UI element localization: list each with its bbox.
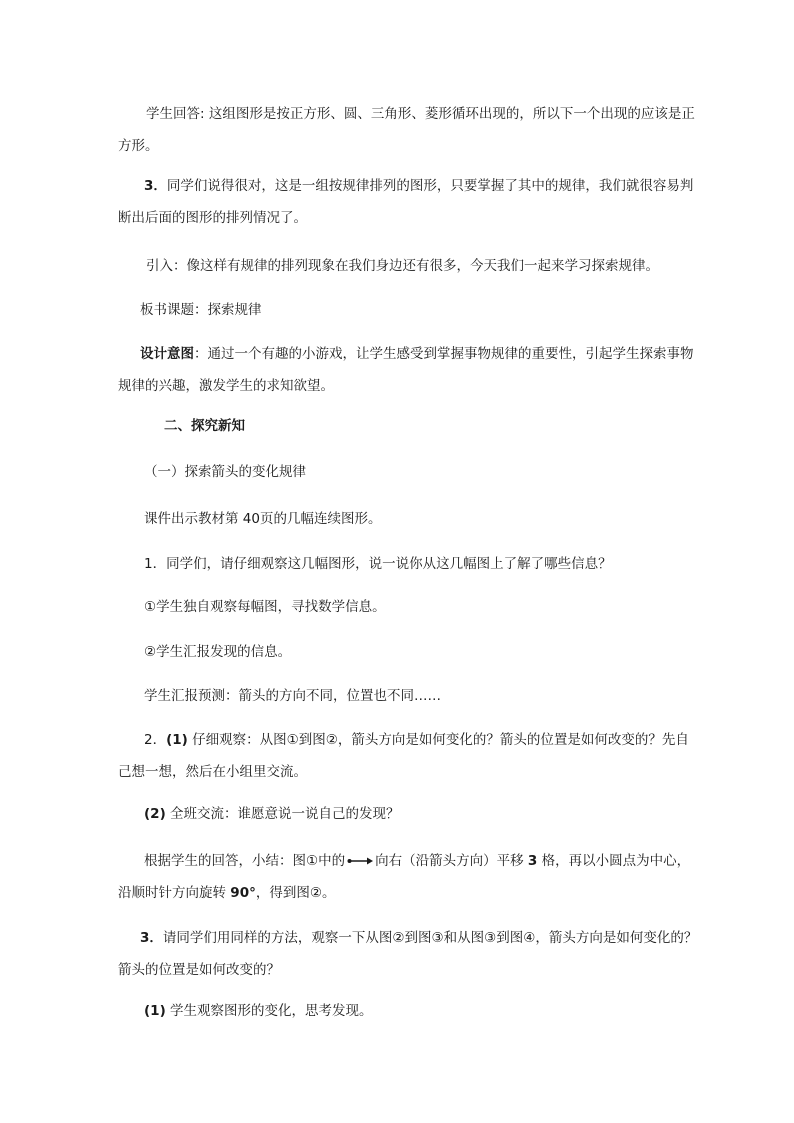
paragraph-question-3 [118, 922, 698, 986]
section-heading-text: 二、探究新知 [164, 418, 245, 434]
sub-item-label: (1) [166, 732, 188, 748]
subsection-heading-text: （一）探索箭头的变化规律 [144, 464, 306, 480]
paragraph-text: 板书课题：探索规律 [140, 302, 262, 318]
paragraph-text: 同学们说得很对，这是一组按规律排列的图形，只要掌握了其中的规律，我们就很容易判断出后面的图形的排列情况了。 [118, 178, 694, 226]
paragraph-text: 根据学生的回答，小结：图①中的 [144, 853, 346, 869]
paragraph-question-2 [118, 724, 698, 788]
paragraph-text: ，得到图②。 [255, 885, 336, 901]
paragraph-design-intent [118, 338, 698, 402]
paragraph-text: ：通过一个有趣的小游戏，让学生感受到掌握事物规律的重要性，引起学生探索事物规律的兴趣，激发学生的求知欲望。 [118, 346, 694, 394]
paragraph-text: 学生汇报预测：箭头的方向不同，位置也不同…… [144, 688, 441, 704]
rotation-angle: 90° [230, 885, 256, 901]
sub-item-label: (1) [144, 1003, 166, 1019]
paragraph-question-1 [118, 548, 698, 580]
paragraph-text: 引入：像这样有规律的排列现象在我们身边还有很多，今天我们一起来学习探索规律。 [146, 258, 659, 274]
paragraph-step-2 [118, 636, 698, 668]
design-intent-label: 设计意图 [140, 346, 194, 362]
sub-item-label: (2) [144, 806, 166, 822]
paragraph-lesson-title [118, 294, 698, 326]
paragraph-text: 向右（沿箭头方向）平移 [375, 853, 528, 869]
item-number: 3． [144, 178, 167, 194]
subsection-heading [118, 456, 698, 488]
paragraph-introduction [118, 250, 698, 282]
arrow-right-icon [347, 856, 373, 866]
paragraph-text: 全班交流：谁愿意说一说自己的发现？ [165, 806, 400, 822]
item-number: 2． [144, 732, 167, 748]
paragraph-summary [118, 845, 698, 909]
paragraph-student-prediction [118, 680, 698, 712]
paragraph-student-answer [118, 98, 698, 162]
paragraph-text: 仔细观察：从图①到图②，箭头方向是如何变化的？箭头的位置是如何改变的？先自己想一想，然后在小组里交流。 [118, 732, 689, 780]
paragraph-text: 学生观察图形的变化，思考发现。 [165, 1003, 373, 1019]
paragraph-step-1 [118, 591, 698, 623]
paragraph-text: 1．同学们，请仔细观察这几幅图形，说一说你从这几幅图上了解了哪些信息？ [144, 556, 612, 572]
paragraph-class-exchange [118, 798, 698, 830]
paragraph-text: ②学生汇报发现的信息。 [144, 644, 292, 660]
paragraph-courseware [118, 503, 698, 535]
paragraph-text: 请同学们用同样的方法，观察一下从图②到图③和从图③到图④，箭头方向是如何变化的？箭头的位置是如何改变的？ [118, 930, 698, 978]
shift-amount: 3 [527, 853, 538, 869]
paragraph-text: ①学生独自观察每幅图，寻找数学信息。 [144, 599, 386, 615]
paragraph-text: 格，再以小圆点为中心，沿顺时针方向旋转 [118, 853, 691, 901]
paragraph-observation [118, 995, 698, 1027]
paragraph-text: 课件出示教材第 40页的几幅连续图形。 [144, 511, 382, 527]
paragraph-text: 学生回答: 这组图形是按正方形、圆、三角形、菱形循环出现的，所以下一个出现的应该是正方形。 [118, 106, 695, 154]
section-heading [118, 410, 698, 442]
paragraph-teacher-summary [118, 170, 698, 234]
item-number: 3． [140, 930, 163, 946]
